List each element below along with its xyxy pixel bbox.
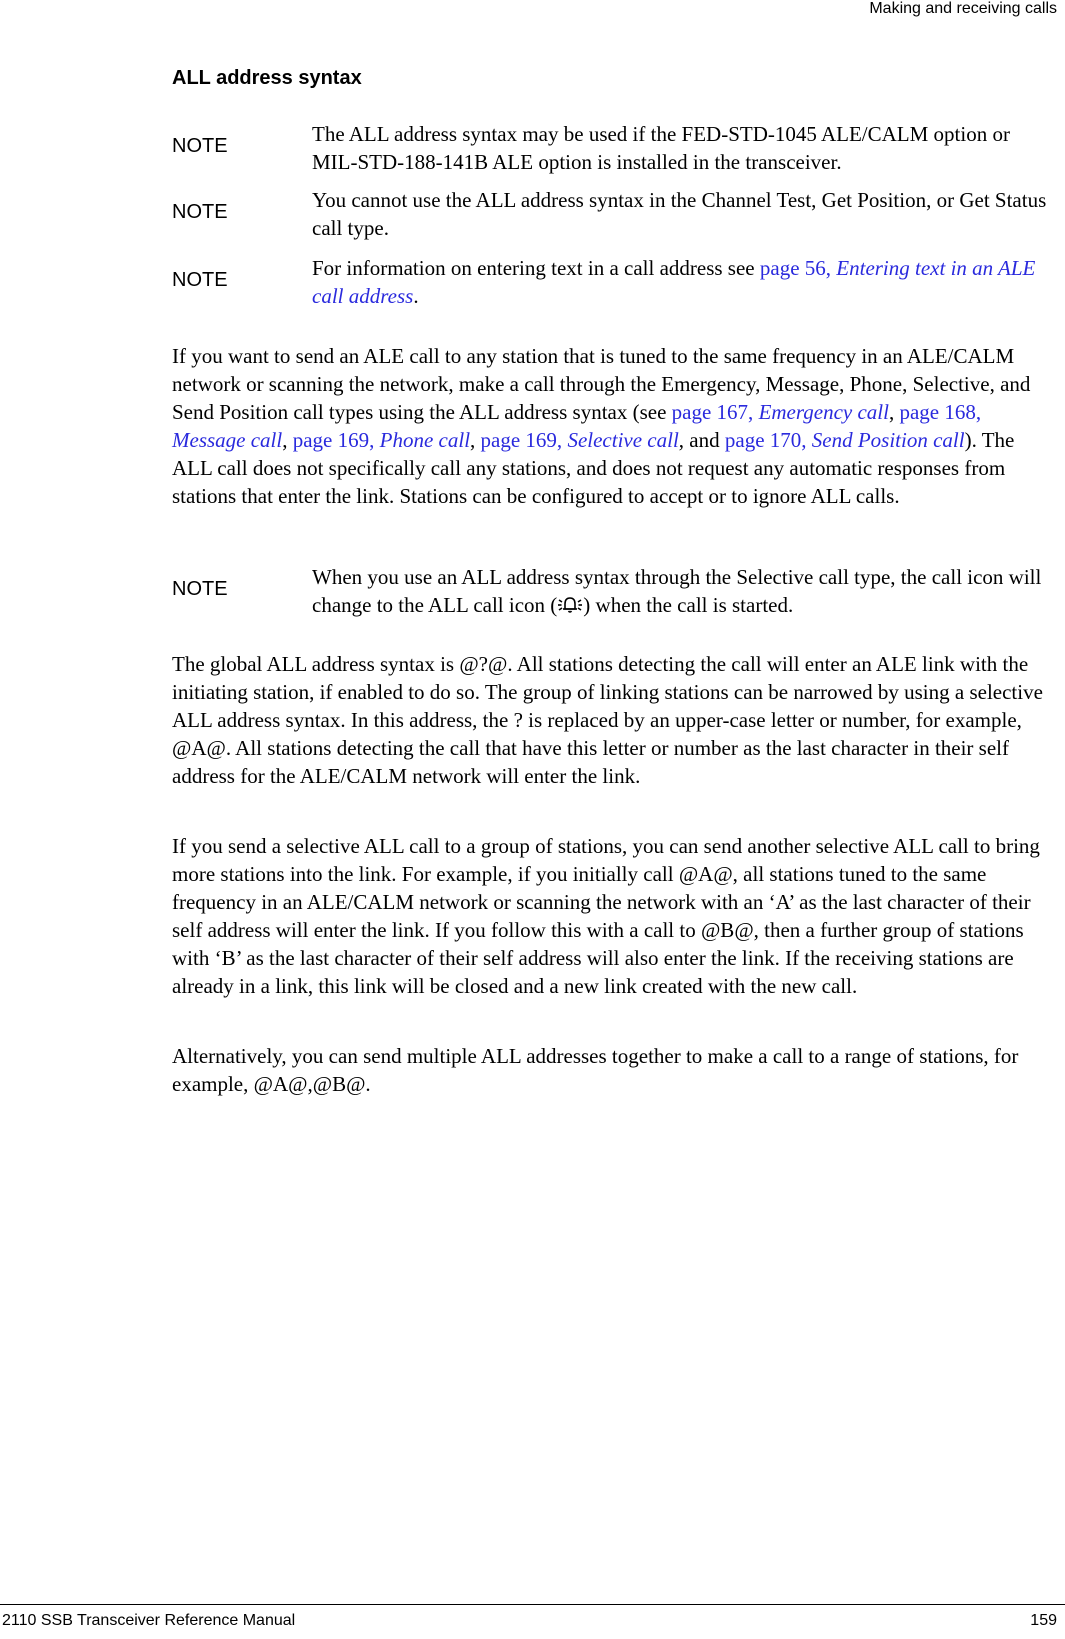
link-selective-call[interactable]: page 169, Selective call bbox=[480, 428, 679, 452]
note-text: When you use an ALL address syntax through the Selective call type, the call icon will change to the ALL call icon ( ) when the call is started. bbox=[312, 565, 1042, 617]
running-header: Making and receiving calls bbox=[869, 0, 1057, 17]
note-label: NOTE bbox=[172, 135, 228, 157]
note-text-before: For information on entering text in a call address see bbox=[312, 256, 760, 280]
section-heading: ALL address syntax bbox=[172, 67, 362, 89]
note-text: The ALL address syntax may be used if the FED-STD-1045 ALE/CALM option or MIL-STD-188-141B ALE option is installed in the transceiver. bbox=[312, 122, 1010, 174]
paragraph-multiple-addresses: Alternatively, you can send multiple ALL addresses together to make a call to a range of stations, for example, @A@,@B@. bbox=[172, 1044, 1019, 1096]
link-entering-text[interactable]: page 56, Entering text in an ALE call address bbox=[312, 256, 1036, 308]
note-label: NOTE bbox=[172, 578, 228, 600]
footer-manual-title: 2110 SSB Transceiver Reference Manual bbox=[2, 1612, 296, 1629]
note-text: You cannot use the ALL address syntax in the Channel Test, Get Position, or Get Status call type. bbox=[312, 188, 1047, 240]
paragraph-intro: If you want to send an ALE call to any station that is tuned to the same frequency in an ALE/CALM network or scanning the network, make a call through the Emergency, Message, Phone, Selective, and Send Position call types using the ALL address syntax (see page 167, Emergency call, page 168, Message call, page 169, Phone call, page 169, Selective call, and page 170, Send Position call). The ALL call does not specifically call any stations, and does not request any automatic responses from stations that enter the link. Stations can be configured to accept or to ignore ALL calls. bbox=[172, 344, 1031, 508]
note-text: For information on entering text in a call address see page 56, Entering text in an ALE call address. bbox=[312, 256, 1036, 308]
note-label: NOTE bbox=[172, 269, 228, 291]
link-send-position-call[interactable]: page 170, Send Position call bbox=[724, 428, 965, 452]
paragraph-selective-all: If you send a selective ALL call to a group of stations, you can send another selective ALL call to bring more stations into the link. For example, if you initially call @A@, all stations tuned to the same frequency in an ALE/CALM network or scanning the network with an ‘A’ as the last character of their self address will enter the link. If you follow this with a call to @B@, then a further group of stations with ‘B’ as the last character of their self address will also enter the link. If the receiving stations are already in a link, this link will be closed and a new link created with the new call. bbox=[172, 834, 1040, 998]
note-label: NOTE bbox=[172, 201, 228, 223]
link-message-call[interactable]: page 168, Message call bbox=[172, 400, 982, 452]
footer-page-number: 159 bbox=[1030, 1612, 1057, 1629]
paragraph-global-syntax: The global ALL address syntax is @?@. All stations detecting the call will enter an ALE link with the initiating station, if enabled to do so. The group of linking stations can be narrowed by using a selective ALL address syntax. In this address, the ? is replaced by an upper-case letter or number, for example, @A@. All stations detecting the call that have this letter or number as the last character in their self address for the ALE/CALM network will enter the link. bbox=[172, 652, 1043, 788]
link-emergency-call[interactable]: page 167, Emergency call bbox=[671, 400, 889, 424]
footer-divider bbox=[0, 1604, 1065, 1605]
all-call-icon bbox=[557, 594, 583, 616]
link-phone-call[interactable]: page 169, Phone call bbox=[292, 428, 471, 452]
